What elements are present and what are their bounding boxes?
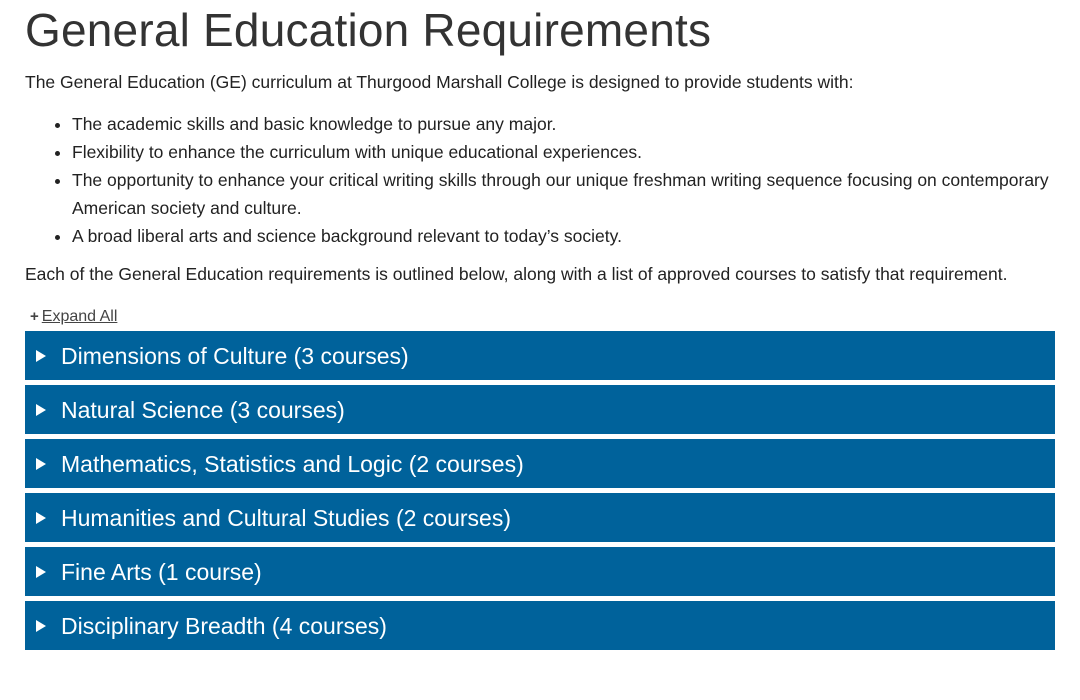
accordion-item-label[interactable]: Mathematics, Statistics and Logic (2 courses): [61, 450, 524, 477]
accordion-item-label[interactable]: Humanities and Cultural Studies (2 courses): [61, 504, 511, 531]
accordion-item-label[interactable]: Fine Arts (1 course): [61, 558, 262, 585]
accordion-item-natural-science[interactable]: [25, 385, 1055, 434]
expand-all-link[interactable]: Expand All: [41, 308, 118, 325]
accordion-item-fine-arts[interactable]: [25, 547, 1055, 596]
accordion-item-label[interactable]: Dimensions of Culture (3 courses): [61, 342, 409, 369]
accordion-item-dimensions-of-culture[interactable]: [25, 331, 1055, 380]
accordion-item-disciplinary-breadth[interactable]: [25, 601, 1055, 650]
list-item: • The academic skills and basic knowledge to pursue any major.: [72, 110, 1055, 138]
caret-right-icon[interactable]: [36, 350, 46, 362]
page-title: General Education Requirements: [25, 4, 712, 56]
caret-right-icon[interactable]: [36, 512, 46, 524]
list-item: • A broad liberal arts and science background relevant to today’s society.: [72, 222, 1055, 250]
plus-icon[interactable]: +: [30, 308, 39, 325]
caret-right-icon[interactable]: [36, 404, 46, 416]
intro-paragraph: The General Education (GE) curriculum at Thurgood Marshall College is designed to provide students with:: [25, 72, 854, 92]
accordion-item-humanities-cultural-studies[interactable]: [25, 493, 1055, 542]
list-item: • The opportunity to enhance your critical writing skills through our unique freshman writing sequence focusing on contemporary American society and culture.: [72, 166, 1055, 222]
list-item: • Flexibility to enhance the curriculum with unique educational experiences.: [72, 138, 1055, 166]
outline-paragraph: Each of the General Education requirements is outlined below, along with a list of approved courses to satisfy that requirement.: [25, 264, 1008, 284]
caret-right-icon[interactable]: [36, 566, 46, 578]
accordion-item-mathematics-statistics-logic[interactable]: [25, 439, 1055, 488]
accordion-item-label[interactable]: Natural Science (3 courses): [61, 396, 345, 423]
benefits-list: [25, 110, 1055, 250]
caret-right-icon[interactable]: [36, 620, 46, 632]
requirements-accordion: [25, 331, 1055, 650]
accordion-item-label[interactable]: Disciplinary Breadth (4 courses): [61, 612, 387, 639]
expand-all-control[interactable]: [25, 306, 1080, 328]
caret-right-icon[interactable]: [36, 458, 46, 470]
